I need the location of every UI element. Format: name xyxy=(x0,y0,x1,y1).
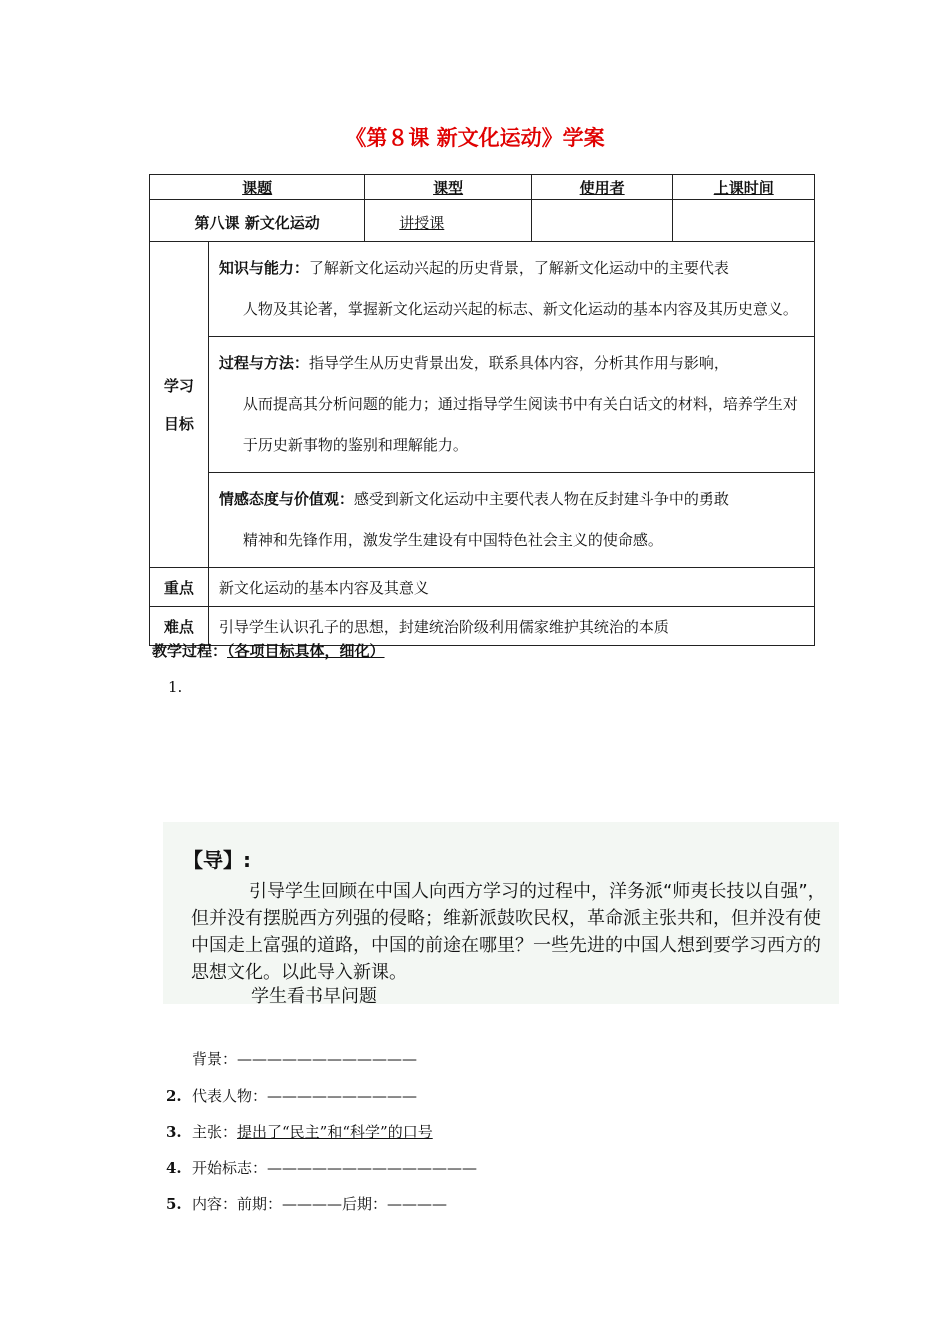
header-type: 课型 xyxy=(365,175,532,200)
key-point-label: 重点 xyxy=(150,568,209,607)
guide-image-block xyxy=(163,822,839,1007)
guide-text: 引导学生回顾在中国人向西方学习的过程中，洋务派“师夷长技以自强”，但并没有摆脱西方列强的侵略；维新派鼓吹民权，革命派主张共和，但并没有使中国走上富强的道路，中国的前途在哪里？一些先进的中国人想到要学习西方的思想文化。以此导入新课。 xyxy=(191,881,826,983)
teaching-process-heading: 教学过程：（各项目标具体，细化） xyxy=(152,642,385,660)
objective-row-knowledge xyxy=(150,242,815,337)
list-item-representatives: 2. 代表人物：—————————— xyxy=(166,1087,418,1105)
key-point-text: 新文化运动的基本内容及其意义 xyxy=(208,568,814,607)
objective-knowledge: 知识与能力：了解新文化运动兴起的历史背景，了解新文化运动中的主要代表 人物及其论著，掌握新文化运动兴起的标志、新文化运动的基本内容及其历史意义。 xyxy=(208,242,814,337)
list-item-content: 5. 内容：前期：————后期：———— xyxy=(166,1195,448,1213)
lesson-time-cell xyxy=(673,200,815,242)
teaching-process-note: （各项目标具体，细化） xyxy=(227,642,385,660)
lesson-title-cell: 第八课 新文化运动 xyxy=(150,200,365,242)
lesson-row xyxy=(150,200,815,242)
guide-title: 【导】: xyxy=(183,848,251,872)
objective-row-process xyxy=(150,337,815,473)
guide-subtext: 学生看书早问题 xyxy=(251,986,377,1007)
page-title: 《第８课 新文化运动》学案 xyxy=(345,126,605,150)
list-item-start-mark: 4. 开始标志：—————————————— xyxy=(166,1159,478,1177)
lesson-user-cell xyxy=(531,200,673,242)
objective-process: 过程与方法：指导学生从历史背景出发，联系具体内容，分析其作用与影响， 从而提高其分析问题的能力；通过指导学生阅读书中有关白话文的材料，培养学生对于历史新事物的鉴别和理解能力。 xyxy=(208,337,814,473)
lesson-type-cell: 讲授课 xyxy=(365,200,532,242)
key-point-row xyxy=(150,568,815,607)
table-header-row xyxy=(150,175,815,200)
difficult-point-label: 难点 xyxy=(150,607,209,646)
list-item-background: 背景：———————————— xyxy=(192,1050,418,1068)
lesson-info-table xyxy=(149,174,815,646)
difficult-point-text: 引导学生认识孔子的思想，封建统治阶级利用儒家维护其统治的本质 xyxy=(208,607,814,646)
process-item-1: 1. xyxy=(168,678,183,696)
header-topic: 课题 xyxy=(150,175,365,200)
proposition-answer: 提出了“民主”和“科学”的口号 xyxy=(237,1123,433,1141)
objectives-label: 学习 目标 xyxy=(150,242,209,568)
header-user: 使用者 xyxy=(531,175,673,200)
list-item-proposition: 3. 主张：提出了“民主”和“科学”的口号 xyxy=(166,1123,433,1141)
objective-row-emotion xyxy=(150,473,815,568)
header-time: 上课时间 xyxy=(673,175,815,200)
objective-emotion: 情感态度与价值观：感受到新文化运动中主要代表人物在反封建斗争中的勇敢 精神和先锋作用，激发学生建设有中国特色社会主义的使命感。 xyxy=(208,473,814,568)
